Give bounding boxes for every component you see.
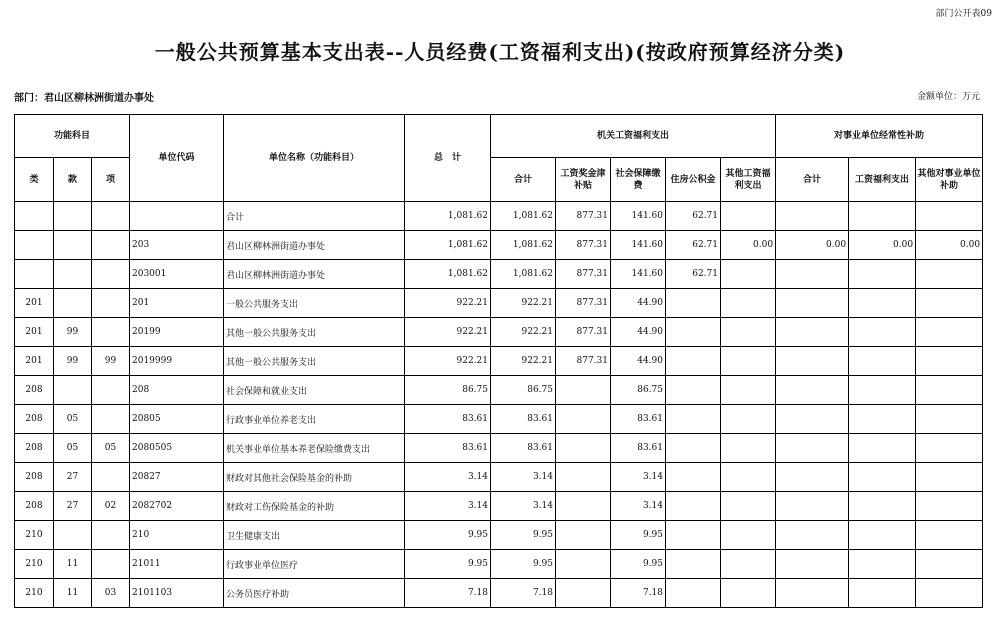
cell-agency-social: 86.75 <box>611 376 666 405</box>
cell-agency-salary: 877.31 <box>556 347 611 376</box>
cell-xiang <box>92 463 130 492</box>
cell-agency-salary <box>556 463 611 492</box>
cell-xiang: 03 <box>92 579 130 608</box>
cell-inst-salary <box>849 318 916 347</box>
cell-unit-code: 2101103 <box>130 579 224 608</box>
amount-unit-label: 金额单位：万元 <box>916 92 980 102</box>
header-agency-social: 社会保障缴费 <box>611 158 666 202</box>
cell-inst-total <box>776 202 849 231</box>
cell-total: 83.61 <box>405 434 491 463</box>
cell-unit-code: 201 <box>130 289 224 318</box>
cell-lei: 208 <box>15 376 54 405</box>
cell-inst-total <box>776 376 849 405</box>
cell-agency-social: 141.60 <box>611 260 666 289</box>
table-row <box>15 579 983 608</box>
cell-agency-social: 83.61 <box>611 434 666 463</box>
page-title: 一般公共预算基本支出表--人员经费(工资福利支出)(按政府预算经济分类) <box>154 40 846 64</box>
cell-lei: 208 <box>15 405 54 434</box>
cell-inst-total <box>776 260 849 289</box>
cell-unit-code: 203001 <box>130 260 224 289</box>
cell-total: 9.95 <box>405 521 491 550</box>
cell-lei <box>15 231 54 260</box>
cell-xiang <box>92 318 130 347</box>
cell-agency-total: 922.21 <box>491 289 556 318</box>
cell-agency-salary <box>556 579 611 608</box>
cell-inst-other <box>916 492 983 521</box>
cell-agency-housing <box>666 405 721 434</box>
cell-agency-salary <box>556 521 611 550</box>
cell-inst-salary <box>849 463 916 492</box>
cell-agency-total: 1,081.62 <box>491 231 556 260</box>
cell-inst-other <box>916 347 983 376</box>
cell-agency-other <box>721 347 776 376</box>
cell-unit-name: 财政对工伤保险基金的补助 <box>224 492 405 521</box>
cell-agency-total: 3.14 <box>491 492 556 521</box>
cell-lei: 201 <box>15 289 54 318</box>
table-row <box>15 492 983 521</box>
cell-unit-name: 其他一般公共服务支出 <box>224 347 405 376</box>
cell-agency-other <box>721 463 776 492</box>
cell-total: 9.95 <box>405 550 491 579</box>
cell-agency-salary: 877.31 <box>556 289 611 318</box>
cell-agency-total: 922.21 <box>491 347 556 376</box>
header-xiang: 项 <box>92 158 130 202</box>
cell-agency-social: 141.60 <box>611 231 666 260</box>
cell-unit-name: 公务员医疗补助 <box>224 579 405 608</box>
cell-inst-other <box>916 463 983 492</box>
cell-inst-other <box>916 521 983 550</box>
cell-unit-name: 社会保障和就业支出 <box>224 376 405 405</box>
cell-agency-other: 0.00 <box>721 231 776 260</box>
cell-agency-housing <box>666 579 721 608</box>
cell-inst-other <box>916 550 983 579</box>
table-row <box>15 347 983 376</box>
cell-unit-code: 20827 <box>130 463 224 492</box>
cell-kuan: 05 <box>54 405 92 434</box>
cell-agency-other <box>721 202 776 231</box>
cell-total: 1,081.62 <box>405 260 491 289</box>
cell-lei <box>15 202 54 231</box>
cell-lei <box>15 260 54 289</box>
cell-agency-total: 922.21 <box>491 318 556 347</box>
cell-inst-salary <box>849 492 916 521</box>
header-unit-name: 单位名称（功能科目） <box>224 115 405 202</box>
cell-total: 1,081.62 <box>405 202 491 231</box>
table-row <box>15 521 983 550</box>
cell-inst-salary <box>849 289 916 318</box>
cell-unit-code: 20199 <box>130 318 224 347</box>
cell-inst-other <box>916 202 983 231</box>
cell-xiang <box>92 521 130 550</box>
cell-agency-social: 83.61 <box>611 405 666 434</box>
cell-total: 922.21 <box>405 289 491 318</box>
cell-unit-name: 机关事业单位基本养老保险缴费支出 <box>224 434 405 463</box>
cell-unit-name: 卫生健康支出 <box>224 521 405 550</box>
cell-xiang: 05 <box>92 434 130 463</box>
cell-lei: 210 <box>15 550 54 579</box>
cell-inst-other <box>916 289 983 318</box>
cell-agency-social: 9.95 <box>611 550 666 579</box>
cell-agency-social: 141.60 <box>611 202 666 231</box>
table-row <box>15 289 983 318</box>
cell-lei: 210 <box>15 579 54 608</box>
cell-unit-code: 2080505 <box>130 434 224 463</box>
cell-agency-housing <box>666 492 721 521</box>
cell-lei: 201 <box>15 347 54 376</box>
cell-inst-total <box>776 405 849 434</box>
cell-agency-salary: 877.31 <box>556 260 611 289</box>
cell-xiang <box>92 289 130 318</box>
cell-kuan <box>54 260 92 289</box>
cell-kuan: 05 <box>54 434 92 463</box>
cell-agency-other <box>721 434 776 463</box>
header-inst-total: 合计 <box>776 158 849 202</box>
cell-agency-other <box>721 289 776 318</box>
cell-lei: 210 <box>15 521 54 550</box>
cell-unit-code: 20805 <box>130 405 224 434</box>
cell-agency-social: 44.90 <box>611 347 666 376</box>
table-row <box>15 318 983 347</box>
cell-agency-other <box>721 579 776 608</box>
cell-xiang <box>92 260 130 289</box>
cell-unit-name: 一般公共服务支出 <box>224 289 405 318</box>
cell-xiang <box>92 231 130 260</box>
table-row <box>15 405 983 434</box>
cell-inst-total <box>776 463 849 492</box>
cell-agency-total: 83.61 <box>491 434 556 463</box>
cell-kuan: 11 <box>54 550 92 579</box>
cell-inst-salary <box>849 521 916 550</box>
cell-kuan: 11 <box>54 579 92 608</box>
cell-total: 83.61 <box>405 405 491 434</box>
cell-inst-salary <box>849 550 916 579</box>
cell-agency-salary: 877.31 <box>556 318 611 347</box>
cell-inst-total <box>776 579 849 608</box>
cell-agency-other <box>721 318 776 347</box>
cell-agency-total: 86.75 <box>491 376 556 405</box>
cell-unit-code: 21011 <box>130 550 224 579</box>
cell-xiang <box>92 550 130 579</box>
cell-agency-total: 9.95 <box>491 521 556 550</box>
cell-unit-code: 2082702 <box>130 492 224 521</box>
header-unit-code: 单位代码 <box>130 115 224 202</box>
cell-lei: 208 <box>15 463 54 492</box>
cell-kuan: 99 <box>54 347 92 376</box>
cell-inst-total <box>776 289 849 318</box>
cell-unit-code: 2019999 <box>130 347 224 376</box>
cell-agency-total: 83.61 <box>491 405 556 434</box>
table-row <box>15 202 983 231</box>
cell-total: 922.21 <box>405 347 491 376</box>
cell-agency-salary: 877.31 <box>556 202 611 231</box>
header-agency-other: 其他工资福利支出 <box>721 158 776 202</box>
cell-unit-name: 行政事业单位医疗 <box>224 550 405 579</box>
cell-inst-other <box>916 579 983 608</box>
cell-agency-housing <box>666 347 721 376</box>
cell-agency-other <box>721 492 776 521</box>
cell-inst-salary <box>849 405 916 434</box>
table-row <box>15 434 983 463</box>
cell-unit-name: 合计 <box>224 202 405 231</box>
cell-agency-social: 9.95 <box>611 521 666 550</box>
cell-kuan: 27 <box>54 492 92 521</box>
cell-total: 922.21 <box>405 318 491 347</box>
cell-agency-social: 44.90 <box>611 318 666 347</box>
cell-xiang <box>92 405 130 434</box>
cell-unit-name: 君山区柳林洲街道办事处 <box>224 260 405 289</box>
cell-lei: 208 <box>15 434 54 463</box>
cell-kuan <box>54 521 92 550</box>
header-function-subject: 功能科目 <box>15 115 130 158</box>
cell-agency-salary <box>556 492 611 521</box>
cell-agency-salary <box>556 376 611 405</box>
cell-xiang <box>92 202 130 231</box>
header-inst-salary: 工资福利支出 <box>849 158 916 202</box>
header-agency-total: 合计 <box>491 158 556 202</box>
cell-agency-housing: 62.71 <box>666 260 721 289</box>
table-body <box>15 202 983 608</box>
header-agency-group: 机关工资福利支出 <box>491 115 776 158</box>
cell-inst-other <box>916 434 983 463</box>
header-inst-other: 其他对事业单位补助 <box>916 158 983 202</box>
cell-agency-housing <box>666 463 721 492</box>
cell-lei: 201 <box>15 318 54 347</box>
cell-agency-salary <box>556 434 611 463</box>
cell-agency-other <box>721 260 776 289</box>
cell-agency-total: 7.18 <box>491 579 556 608</box>
cell-unit-name: 行政事业单位养老支出 <box>224 405 405 434</box>
cell-inst-other: 0.00 <box>916 231 983 260</box>
cell-total: 3.14 <box>405 463 491 492</box>
cell-agency-salary <box>556 405 611 434</box>
cell-inst-total <box>776 434 849 463</box>
department-label: 部门：君山区柳林洲街道办事处 <box>14 93 154 104</box>
cell-agency-total: 9.95 <box>491 550 556 579</box>
cell-inst-other <box>916 318 983 347</box>
cell-agency-total: 1,081.62 <box>491 260 556 289</box>
cell-agency-salary: 877.31 <box>556 231 611 260</box>
cell-kuan <box>54 376 92 405</box>
cell-inst-other <box>916 376 983 405</box>
cell-unit-code: 208 <box>130 376 224 405</box>
cell-total: 3.14 <box>405 492 491 521</box>
cell-agency-housing <box>666 318 721 347</box>
cell-kuan <box>54 289 92 318</box>
cell-xiang <box>92 376 130 405</box>
table-id: 部门公开表09 <box>935 9 992 19</box>
table-row <box>15 376 983 405</box>
cell-xiang: 99 <box>92 347 130 376</box>
header-kuan: 款 <box>54 158 92 202</box>
cell-inst-other <box>916 405 983 434</box>
cell-agency-housing: 62.71 <box>666 202 721 231</box>
cell-inst-total <box>776 347 849 376</box>
header-total: 总 计 <box>405 115 491 202</box>
header-agency-housing: 住房公积金 <box>666 158 721 202</box>
cell-agency-other <box>721 521 776 550</box>
header-lei: 类 <box>15 158 54 202</box>
cell-agency-social: 7.18 <box>611 579 666 608</box>
cell-total: 7.18 <box>405 579 491 608</box>
cell-kuan <box>54 202 92 231</box>
cell-agency-social: 44.90 <box>611 289 666 318</box>
cell-agency-housing <box>666 550 721 579</box>
cell-agency-social: 3.14 <box>611 492 666 521</box>
cell-inst-salary <box>849 347 916 376</box>
table-row <box>15 550 983 579</box>
cell-unit-code: 203 <box>130 231 224 260</box>
cell-kuan: 27 <box>54 463 92 492</box>
cell-inst-salary <box>849 260 916 289</box>
cell-total: 1,081.62 <box>405 231 491 260</box>
cell-total: 86.75 <box>405 376 491 405</box>
cell-agency-total: 3.14 <box>491 463 556 492</box>
cell-inst-total: 0.00 <box>776 231 849 260</box>
cell-agency-housing <box>666 434 721 463</box>
table-row <box>15 260 983 289</box>
header-institution-group: 对事业单位经常性补助 <box>776 115 983 158</box>
budget-table <box>14 114 983 608</box>
header-agency-salary: 工资奖金津补贴 <box>556 158 611 202</box>
cell-inst-total <box>776 492 849 521</box>
cell-kuan: 99 <box>54 318 92 347</box>
cell-xiang: 02 <box>92 492 130 521</box>
cell-inst-total <box>776 318 849 347</box>
cell-lei: 208 <box>15 492 54 521</box>
cell-agency-housing <box>666 521 721 550</box>
cell-inst-salary <box>849 434 916 463</box>
cell-agency-other <box>721 550 776 579</box>
cell-unit-code: 210 <box>130 521 224 550</box>
cell-inst-total <box>776 521 849 550</box>
cell-inst-salary <box>849 202 916 231</box>
cell-agency-other <box>721 405 776 434</box>
cell-agency-housing <box>666 289 721 318</box>
cell-agency-social: 3.14 <box>611 463 666 492</box>
cell-unit-name: 其他一般公共服务支出 <box>224 318 405 347</box>
cell-inst-salary <box>849 376 916 405</box>
cell-agency-housing: 62.71 <box>666 231 721 260</box>
cell-inst-salary: 0.00 <box>849 231 916 260</box>
cell-agency-other <box>721 376 776 405</box>
cell-unit-name: 君山区柳林洲街道办事处 <box>224 231 405 260</box>
cell-unit-name: 财政对其他社会保险基金的补助 <box>224 463 405 492</box>
cell-inst-total <box>776 550 849 579</box>
cell-agency-salary <box>556 550 611 579</box>
cell-agency-housing <box>666 376 721 405</box>
table-row <box>15 463 983 492</box>
cell-kuan <box>54 231 92 260</box>
cell-inst-other <box>916 260 983 289</box>
cell-inst-salary <box>849 579 916 608</box>
table-row <box>15 231 983 260</box>
cell-agency-total: 1,081.62 <box>491 202 556 231</box>
cell-unit-code <box>130 202 224 231</box>
